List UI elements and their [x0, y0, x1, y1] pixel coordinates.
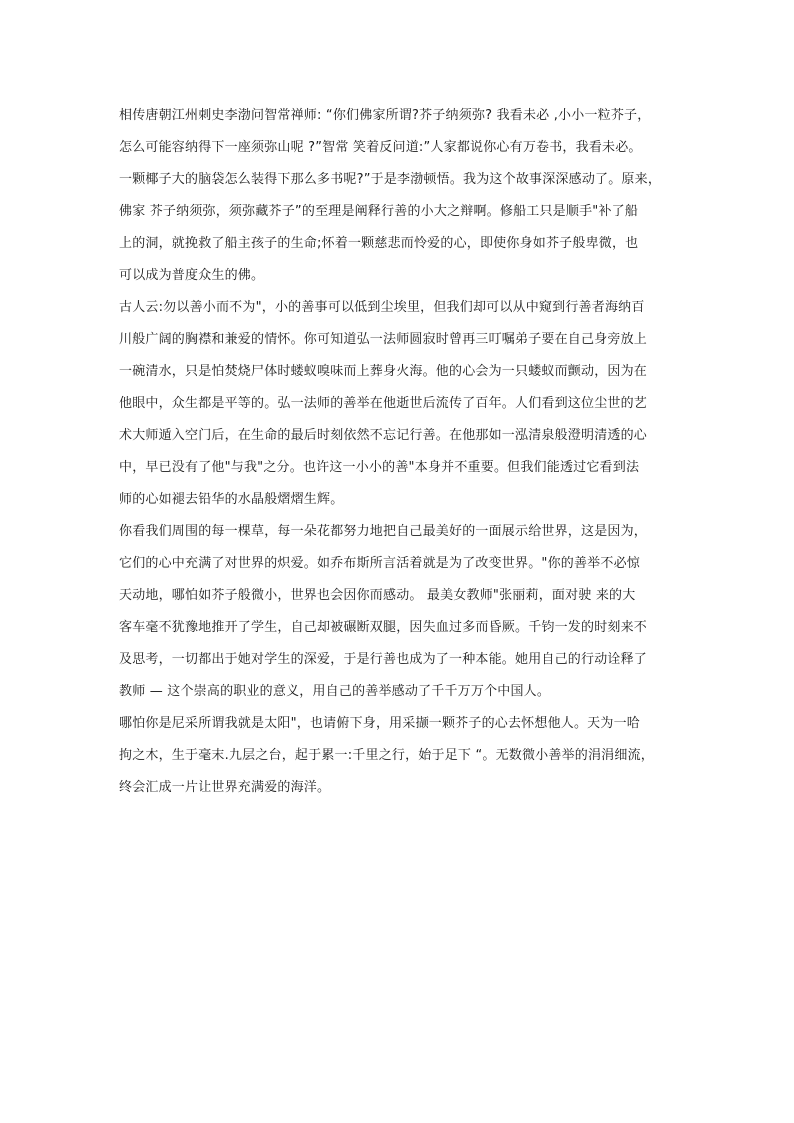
essay-body	[119, 100, 699, 804]
text-line: 一颗椰子大的脑袋怎么装得下那么多书呢?”于是李渤顿悟。我为这个故事深深感动了。原来，	[119, 172, 662, 187]
text-line: 川般广阔的胸襟和兼爱的情怀。你可知道弘一法师圆寂时曾再三叮嘱弟子要在自己身旁放上	[119, 332, 648, 347]
text-line: 佛家 芥子纳须弥，须弥藏芥子”的至理是阐释行善的小大之辩啊。修船工只是顺手"补了船	[119, 204, 639, 219]
text-line: 客车毫不犹豫地推开了学生，自己却被碾断双腿，因失血过多而昏厥。千钧一发的时刻来不	[119, 620, 648, 635]
text-line: 上的洞，就挽救了船主孩子的生命;怀着一颗慈悲而怜爱的心，即使你身如芥子般卑微，也	[119, 236, 639, 251]
text-line: 哪怕你是尼采所谓我就是太阳"，也请俯下身，用采撷一颗芥子的心去怀想他人。天为一哈	[119, 716, 640, 731]
text-line: 拘之木，生于毫末.九层之台，起于累一:千里之行，始于足下 “。无数微小善举的涓涓细流，	[119, 748, 654, 763]
text-line: 可以成为普度众生的佛。	[119, 268, 265, 283]
text-line: 怎么可能容纳得下一座须弥山呢 ?”智常 笑着反问道:”人家都说你心有万卷书，我看未必。	[119, 140, 642, 155]
text-line: 及思考，一切都出于她对学生的深爱，于是行善也成为了一种本能。她用自己的行动诠释了	[119, 652, 648, 667]
text-line: 术大师遁入空门后，在生命的最后时刻依然不忘记行善。在他那如一泓清泉般澄明清透的心	[119, 428, 648, 443]
text-line: 中，早已没有了他"与我"之分。也许这一小小的善"本身并不重要。但我们能透过它看到法	[119, 460, 640, 475]
text-line: 师的心如褪去铅华的水晶般熠熠生辉。	[119, 492, 344, 507]
text-line: 终会汇成一片让世界充满爱的海洋。	[119, 780, 331, 795]
text-line: 天动地，哪怕如芥子般微小，世界也会因你而感动。 最美女教师"张丽莉，面对驶 来的大	[119, 588, 636, 603]
text-line: 它们的心中充满了对世界的炽爱。如乔布斯所言活着就是为了改变世界。"你的善举不必惊	[119, 556, 640, 571]
text-line: 你看我们周围的每一棵草，每一朵花都努力地把自己最美好的一面展示给世界，这是因为，	[119, 524, 648, 539]
text-line: 相传唐朝江州刺史李渤问智常禅师: “你们佛家所谓?芥子纳须弥? 我看未必 ,小小一粒芥子，	[119, 108, 651, 123]
text-line: 一碗清水，只是怕焚烧尸体时蝼蚁嗅味而上葬身火海。他的心会为一只蝼蚁而颤动，因为在	[119, 364, 648, 379]
text-line: 他眼中，众生都是平等的。弘一法师的善举在他逝世后流传了百年。人们看到这位尘世的艺	[119, 396, 648, 411]
text-line: 古人云:勿以善小而不为"，小的善事可以低到尘埃里，但我们却可以从中窥到行善者海纳百	[119, 300, 645, 315]
text-line: 教师 — 这个崇高的职业的意义，用自己的善举感动了千千万万个中国人。	[119, 684, 551, 699]
